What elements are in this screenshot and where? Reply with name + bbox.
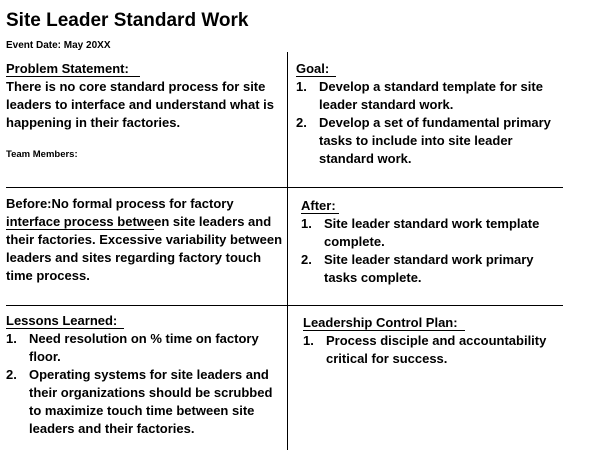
- control-plan-section: [303, 314, 565, 368]
- horizontal-divider-bottom: [6, 305, 563, 306]
- after-section: [301, 197, 563, 287]
- lessons-item-number: 2.: [6, 367, 17, 382]
- lessons-heading-underline: [6, 328, 124, 329]
- control-plan-item: [303, 332, 565, 368]
- lessons-heading: Lessons Learned:: [6, 313, 118, 328]
- event-date: Event Date: May 20XX: [6, 40, 111, 51]
- horizontal-divider-top: [6, 187, 563, 188]
- after-item-text: Site leader standard work primary tasks complete.: [324, 252, 534, 285]
- problem-heading-underline: [6, 76, 140, 77]
- goal-heading-underline: [296, 76, 336, 77]
- control-plan-item-number: 1.: [303, 333, 314, 348]
- control-plan-heading-underline: [303, 330, 465, 331]
- lessons-item-text: Need resolution on % time on factory floor.: [29, 331, 259, 364]
- before-text: No formal process for factory interface process between site leaders and their factories. Excessive variability between leaders and sites regarding factory touch time process.: [6, 196, 283, 283]
- goal-item-text: Develop a standard template for site leader standard work.: [319, 79, 543, 112]
- goal-item-number: 2.: [296, 115, 307, 130]
- control-plan-list: [303, 332, 565, 368]
- team-members-label: Team Members:: [6, 149, 78, 160]
- lessons-item: [6, 330, 282, 366]
- after-item-text: Site leader standard work template complete.: [324, 216, 540, 249]
- goal-heading: Goal:: [296, 61, 330, 76]
- after-heading: After:: [301, 198, 336, 213]
- after-item: [301, 215, 563, 251]
- control-plan-heading: Leadership Control Plan:: [303, 315, 458, 330]
- lessons-item-text: Operating systems for site leaders and their organizations should be scrubbed to maximize touch time between site leaders and their factories.: [29, 367, 273, 436]
- control-plan-item-text: Process disciple and accountability critical for success.: [326, 333, 547, 366]
- problem-text: There is no core standard process for site leaders to interface and understand what is happening in their factories.: [6, 79, 275, 130]
- page-title: Site Leader Standard Work: [6, 10, 249, 31]
- after-list: [301, 215, 563, 287]
- problem-heading: Problem Statement:: [6, 61, 129, 76]
- goal-item: [296, 114, 564, 168]
- before-heading-underline: [6, 229, 154, 230]
- goal-section: [296, 60, 564, 168]
- after-heading-underline: [301, 213, 339, 214]
- before-section: [6, 195, 286, 285]
- lessons-section: [6, 312, 282, 438]
- goal-item: [296, 78, 564, 114]
- lessons-item: [6, 366, 282, 438]
- after-item-number: 1.: [301, 216, 312, 231]
- goal-item-text: Develop a set of fundamental primary tasks to include into site leader standard work.: [319, 115, 551, 166]
- lessons-item-number: 1.: [6, 331, 17, 346]
- after-item: [301, 251, 563, 287]
- goal-list: [296, 78, 564, 168]
- goal-item-number: 1.: [296, 79, 307, 94]
- lessons-list: [6, 330, 282, 438]
- vertical-divider: [287, 52, 288, 450]
- before-heading: Before:: [6, 196, 52, 211]
- after-item-number: 2.: [301, 252, 312, 267]
